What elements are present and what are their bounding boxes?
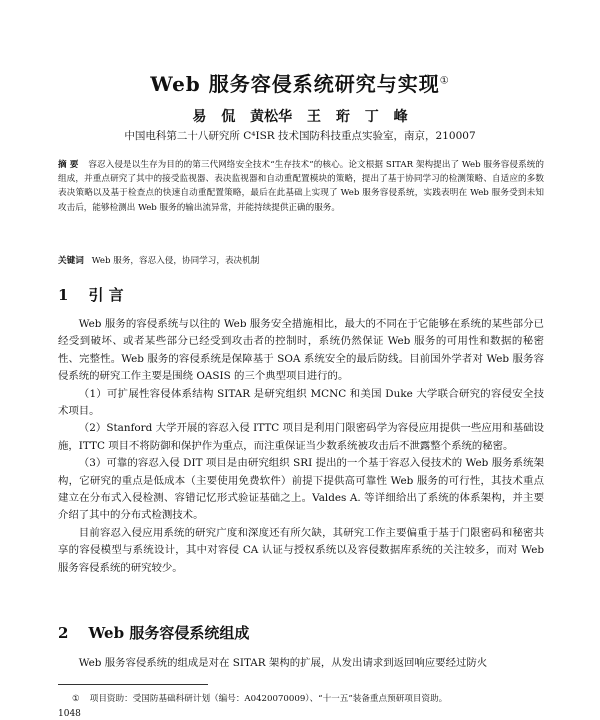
introduction-body — [58, 316, 544, 577]
footnote-text: 项目资助：受国防基础科研计划（编号：A0420070009）、“十一五”装备重点预研项目资助。 — [89, 694, 448, 704]
abstract-text: 容忍入侵是以生存为目的的第三代网络安全技术“生存技术”的核心。论文根据 SITAR 架构提出了 Web 服务容侵系统的组成，并重点研究了其中的接受监视器、表决监视器和自动重配置模块的策略，提出了基于协同学习的检测策略、自适应的多数表决策略以及基于检查点的快速自动重配置策略，最后在此基础上实现了 Web 服务容侵系统，实践表明在 Web 服务受到未知攻击后，能够检测出 Web 服务的输出流异常，并能持续提供正确的服务。 — [58, 160, 544, 213]
footnote-marker: ① — [72, 694, 80, 704]
affiliation: 中国电科第二十八研究所 C⁴ISR 技术国防科技重点实验室，南京，210007 — [124, 130, 476, 142]
paragraph: （2）Stanford 大学开展的容忍入侵 ITTC 项目是利用门限密码学为容侵应用提供一些应用和基础设施，ITTC 项目不将防御和保护作为重点，而注重保证当少数系统被攻击后不泄露整个系统的秘密。 — [58, 422, 544, 452]
page-number: 1048 — [58, 709, 81, 719]
keywords-text: Web 服务，容忍入侵，协同学习，表决机制 — [91, 256, 260, 266]
section2-body: Web 服务容侵系统的组成是对在 SITAR 架构的扩展，从发出请求到返回响应要经过防火 — [78, 657, 488, 669]
title-footnote-marker: ① — [439, 75, 450, 87]
paper-title — [0, 68, 600, 97]
title-text: Web 服务容侵系统研究与实现 — [150, 72, 440, 96]
paragraph: 目前容忍入侵应用系统的研究广度和深度还有所欠缺，其研究工作主要偏重于基于门限密码和秘密共享的容侵模型与系统设计，其中对容侵 CA 认证与授权系统以及容侵数据库系统的关注较多，而对 Web 服务容侵系统的研究较少。 — [58, 526, 544, 574]
section-title: Web 服务容侵系统组成 — [88, 624, 250, 642]
section-title: 引 言 — [88, 286, 124, 304]
keywords-label: 关键词 — [58, 256, 84, 266]
footnote-divider — [58, 684, 208, 685]
abstract — [58, 158, 544, 215]
section-number: 1 — [58, 286, 69, 304]
keywords — [58, 254, 544, 266]
paragraph: （3）可靠的容忍入侵 DIT 项目是由研究组织 SRI 提出的一个基于容忍入侵技术的 Web 服务系统架构，它研究的重点是低成本（主要使用免费软件）前提下提供高可靠性 Web 服务的可行性，其技术重点建立在分布式入侵检测、容错记忆形式验证基础之上。Valdes A. 等详细给出了系统的体系架构，并主要介绍了其中的分布式检测技术。 — [58, 457, 544, 522]
author-list: 易 侃 黄松华 王 珩 丁 峰 — [192, 109, 408, 125]
abstract-label: 摘 要 — [58, 160, 79, 170]
section-number: 2 — [58, 624, 69, 642]
footnote — [72, 692, 447, 704]
section-heading-composition — [58, 622, 249, 643]
paragraph: （1）可扩展性容侵体系结构 SITAR 是研究组织 MCNC 和美国 Duke 大学联合研究的容侵安全技术项目。 — [58, 387, 544, 418]
paragraph: Web 服务的容侵系统与以往的 Web 服务安全措施相比，最大的不同在于它能够在系统的某些部分已经受到破坏、或者某些部分已经受到攻击者的控制时，系统仍然保证 Web 服务的可用性和数据的秘密性、完整性。Web 服务的容侵系统是保障基于 SOA 系统安全的最后防线。目前国外学者对 Web 服务容侵系统的研究工作主要是围绕 OASIS 的三个典型项目进行的。 — [58, 318, 544, 383]
section-heading-introduction — [58, 284, 124, 305]
